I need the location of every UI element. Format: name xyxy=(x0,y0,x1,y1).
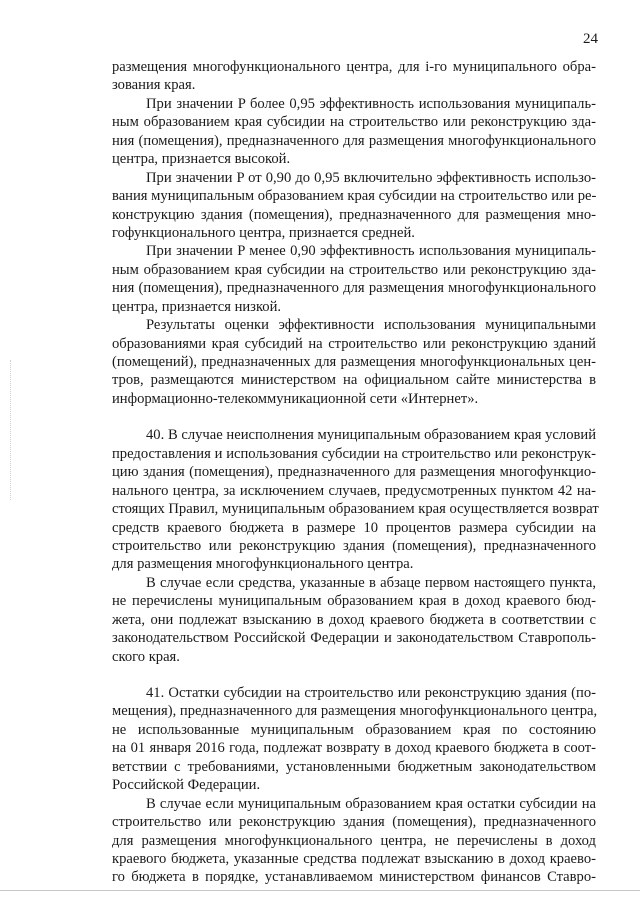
text-line: (помещений), предназначенных для размещения многофункциональных цен- xyxy=(112,354,596,370)
text-line: не перечислены муниципальным образованием края в доход краевого бюд- xyxy=(112,593,596,610)
text-line: В случае если муниципальным образованием края остатки субсидии на xyxy=(146,795,596,812)
text-line: законодательством Российской Федерации и законодательством Ставрополь- xyxy=(112,630,596,647)
text-line: ным образованием края субсидии на строительство или реконструкцию зда- xyxy=(112,114,596,131)
text-line: зования края. xyxy=(112,77,196,94)
text-line: цию здания (помещения), предназначенного для размещения многофункцио- xyxy=(112,464,596,481)
paragraph-p-41-2 xyxy=(112,795,596,887)
paragraph-p-40 xyxy=(112,426,599,574)
text-line: краевого бюджета, указанные средства подлежат взысканию в доход краево- xyxy=(112,850,596,867)
text-line: строительство или реконструкцию здания (помещения), предназначенного xyxy=(112,537,596,554)
text-line: образованиями края субсидий на строительство или реконструкцию зданий xyxy=(112,335,596,352)
paragraph-p-mid xyxy=(112,169,596,243)
text-line: При значении P менее 0,90 эффективность использования муниципаль- xyxy=(146,243,596,260)
text-line: Результаты оценки эффективности использования муниципальными xyxy=(146,317,596,334)
text-line: 41. Остатки субсидии на строительство или реконструкцию здания (по- xyxy=(146,685,596,701)
paragraph-p-40-2 xyxy=(112,574,596,666)
text-line: нального центра, за исключением случаев, предусмотренных пунктом 42 на- xyxy=(112,482,596,499)
text-line: центра, признается высокой. xyxy=(112,151,291,168)
paragraph-p-results xyxy=(112,316,596,408)
text-line: ского края. xyxy=(112,648,180,665)
page-bottom-edge xyxy=(0,890,640,891)
text-line: вания муниципальным образованием края субсидии на строительство или ре- xyxy=(112,188,597,205)
text-line: средств краевого бюджета в размере 10 процентов размера субсидии на xyxy=(112,519,596,536)
text-line: предоставления и использования субсидии на строительство или реконструк- xyxy=(112,445,596,462)
text-line: Российской Федерации. xyxy=(112,777,261,794)
text-line: го бюджета в порядке, устанавливаемом министерством финансов Ставро- xyxy=(112,869,596,886)
text-line: информационно-телекоммуникационной сети «Интернет». xyxy=(112,390,479,407)
text-line: ветствии с требованиями, установленными бюджетным законодательством xyxy=(112,758,596,775)
text-line: для размещения многофункционального центра. xyxy=(112,556,414,573)
text-line: ния (помещения), предназначенного для размещения многофункционального xyxy=(112,280,596,297)
text-line: 40. В случае неисполнения муниципальным образованием края условий xyxy=(146,427,596,444)
paragraph-gap xyxy=(112,666,596,684)
page-number: 24 xyxy=(583,31,598,47)
paragraph-p-41 xyxy=(112,684,596,795)
text-line: При значении P от 0,90 до 0,95 включительно эффективность использо- xyxy=(146,169,596,186)
text-line: При значении P более 0,95 эффективность использования муниципаль- xyxy=(146,95,596,112)
text-line: ния (помещения), предназначенного для размещения многофункционального xyxy=(112,132,596,149)
paragraph-p-cont xyxy=(112,58,596,95)
paragraph-gap xyxy=(112,408,596,426)
paragraph-p-high xyxy=(112,95,596,169)
text-line: В случае если средства, указанные в абзаце первом настоящего пункта, xyxy=(146,574,596,591)
paragraph-p-low xyxy=(112,242,596,316)
text-line: тров, размещаются министерством на официальном сайте министерства в xyxy=(112,372,596,389)
text-line: стоящих Правил, муниципальным образованием края осуществляется возврат xyxy=(112,501,599,518)
text-line: размещения многофункционального центра, для i-го муниципального обра- xyxy=(112,59,596,75)
text-line: конструкцию здания (помещения), предназначенного для размещения мно- xyxy=(112,206,596,223)
text-line: на 01 января 2016 года, подлежат возврату в доход краевого бюджета в соот- xyxy=(112,740,596,757)
text-line: не использованные муниципальным образованием края по состоянию xyxy=(112,721,596,738)
text-line: ным образованием края субсидии на строительство или реконструкцию зда- xyxy=(112,261,596,278)
text-line: гофункционального центра, признается средней. xyxy=(112,224,415,241)
scan-margin-marks xyxy=(10,360,13,500)
text-line: для размещения многофункционального центра, не перечислены в доход xyxy=(112,832,596,849)
text-line: строительство или реконструкцию здания (помещения), предназначенного xyxy=(112,814,596,831)
text-line: мещения), предназначенного для размещения многофункционального центра, xyxy=(112,703,598,720)
text-line: центра, признается низкой. xyxy=(112,298,282,315)
document-body xyxy=(112,58,599,887)
text-line: жета, они подлежат взысканию в доход краевого бюджета в соответствии с xyxy=(112,611,596,628)
